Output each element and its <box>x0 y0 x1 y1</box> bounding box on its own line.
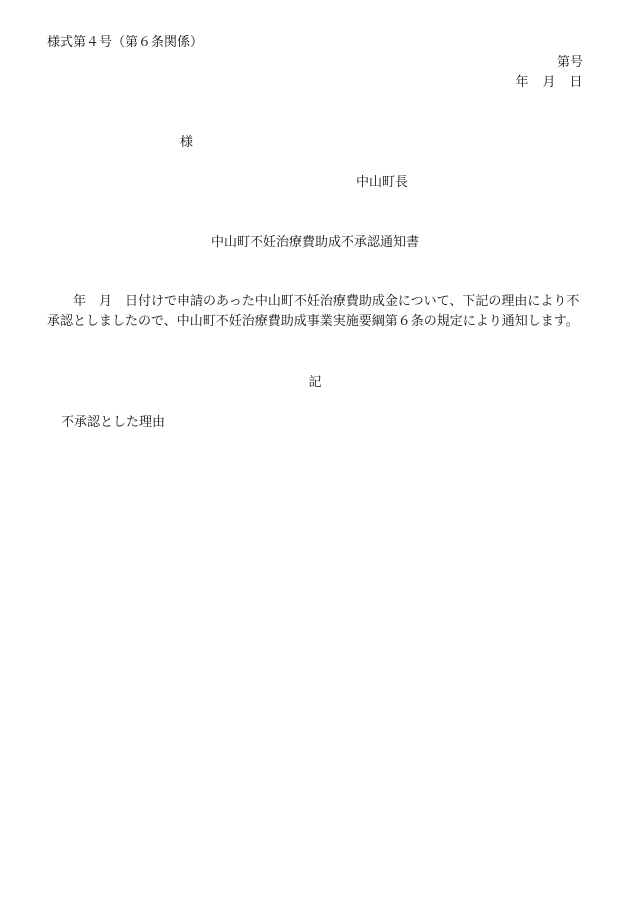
document-date: 年 月 日 <box>515 75 583 90</box>
body-paragraph: 年 月 日付けで申請のあった中山町不妊治療費助成金について、下記の理由により不承認としましたので、中山町不妊治療費助成事業実施要綱第６条の規定により通知します。 <box>47 294 580 329</box>
ki-heading: 記 <box>308 375 322 390</box>
form-number: 様式第４号（第６条関係） <box>47 35 204 50</box>
addressee: 様 <box>180 135 194 150</box>
document-title: 中山町不妊治療費助成不承認通知書 <box>210 235 419 250</box>
reason-label: 不承認とした理由 <box>61 415 166 430</box>
sender-name: 中山町長 <box>356 175 409 190</box>
document-number: 第号 <box>556 55 583 70</box>
